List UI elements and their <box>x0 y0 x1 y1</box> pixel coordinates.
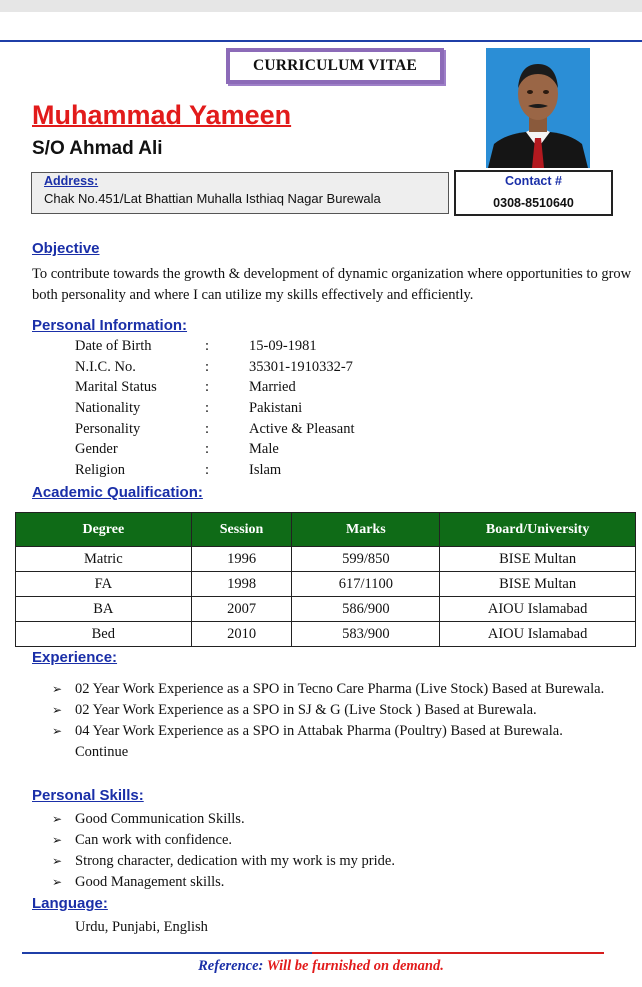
language-text: Urdu, Punjabi, English <box>75 919 208 935</box>
footer-divider-blue <box>22 952 312 954</box>
address-label: Address: <box>44 174 99 188</box>
experience-text: 02 Year Work Experience as a SPO in SJ & G (Live Stock ) Based at Burewala. <box>75 702 537 718</box>
info-value: Active & Pleasant <box>249 421 355 437</box>
info-colon: : <box>205 379 210 395</box>
list-item <box>52 721 612 763</box>
info-value: Islam <box>249 462 282 478</box>
top-divider <box>0 40 642 42</box>
contact-phone: 0308-8510640 <box>493 196 574 210</box>
address-text: Chak No.451/Lat Bhattian Muhalla Isthiaq Nagar Burewala <box>44 191 381 206</box>
experience-list <box>52 679 612 763</box>
cv-title: CURRICULUM VITAE <box>226 48 444 84</box>
info-colon: : <box>205 421 210 437</box>
info-label: Marital Status <box>75 379 157 395</box>
table-cell: 583/900 <box>292 622 440 647</box>
column-header: Marks <box>292 513 440 547</box>
personal-info-heading: Personal Information: <box>32 317 188 334</box>
parent-name: S/O Ahmad Ali <box>32 138 163 159</box>
table-cell: 1998 <box>191 572 292 597</box>
reference-line <box>0 958 642 975</box>
page-top-bar <box>0 0 642 12</box>
list-item <box>52 700 612 721</box>
academic-table <box>15 512 636 647</box>
academic-heading: Academic Qualification: <box>32 484 203 501</box>
skill-text: Can work with confidence. <box>75 832 233 848</box>
experience-text: 02 Year Work Experience as a SPO in Tecno Care Pharma (Live Stock) Based at Burewala. <box>75 681 605 697</box>
skill-text: Good Management skills. <box>75 874 225 890</box>
list-item <box>52 872 612 893</box>
info-label: Religion <box>75 462 125 478</box>
info-colon: : <box>205 359 210 375</box>
list-item <box>52 851 612 872</box>
experience-heading: Experience: <box>32 649 118 666</box>
arrow-bullet-icon: ➢ <box>52 875 63 889</box>
table-row <box>16 572 636 597</box>
table-cell: 586/900 <box>292 597 440 622</box>
objective-text: To contribute towards the growth & development of dynamic organization where opportunities to grow both personality and where I can utilize my skills effectively and efficiently. <box>32 266 632 303</box>
info-colon: : <box>205 338 210 354</box>
table-cell: AIOU Islamabad <box>440 597 636 622</box>
table-row <box>16 622 636 647</box>
table-cell: Bed <box>16 622 192 647</box>
table-cell: BISE Multan <box>440 572 636 597</box>
table-cell: BA <box>16 597 192 622</box>
list-item <box>52 679 612 700</box>
info-value: Male <box>249 441 279 457</box>
contact-label: Contact # <box>505 174 562 188</box>
column-header: Board/University <box>440 513 636 547</box>
skills-heading: Personal Skills: <box>32 787 144 804</box>
contact-box <box>454 170 613 216</box>
arrow-bullet-icon: ➢ <box>52 724 63 738</box>
list-item <box>52 830 612 851</box>
arrow-bullet-icon: ➢ <box>52 854 63 868</box>
arrow-bullet-icon: ➢ <box>52 703 63 717</box>
reference-text: Will be furnished on demand. <box>266 958 444 974</box>
table-cell: 1996 <box>191 547 292 572</box>
column-header: Session <box>191 513 292 547</box>
experience-text: 04 Year Work Experience as a SPO in Attabak Pharma (Poultry) Based at Burewala. Continue <box>75 723 563 760</box>
table-cell: AIOU Islamabad <box>440 622 636 647</box>
info-colon: : <box>205 441 210 457</box>
table-cell: 2010 <box>191 622 292 647</box>
info-colon: : <box>205 400 210 416</box>
table-cell: Matric <box>16 547 192 572</box>
info-label: Personality <box>75 421 141 437</box>
skill-text: Good Communication Skills. <box>75 811 245 827</box>
profile-photo-icon <box>486 48 590 168</box>
arrow-bullet-icon: ➢ <box>52 833 63 847</box>
table-cell: 617/1100 <box>292 572 440 597</box>
info-label: Date of Birth <box>75 338 152 354</box>
table-cell: FA <box>16 572 192 597</box>
candidate-name: Muhammad Yameen <box>32 100 292 130</box>
table-row <box>16 547 636 572</box>
info-label: Gender <box>75 441 118 457</box>
table-cell: 599/850 <box>292 547 440 572</box>
table-row <box>16 597 636 622</box>
info-value: Married <box>249 379 296 395</box>
address-box <box>31 172 449 214</box>
arrow-bullet-icon: ➢ <box>52 682 63 696</box>
list-item <box>52 809 612 830</box>
table-cell: BISE Multan <box>440 547 636 572</box>
skills-list <box>52 809 612 893</box>
footer-divider-red <box>312 952 604 954</box>
table-cell: 2007 <box>191 597 292 622</box>
objective-heading: Objective <box>32 240 100 257</box>
info-label: N.I.C. No. <box>75 359 136 375</box>
profile-photo <box>486 48 590 168</box>
column-header: Degree <box>16 513 192 547</box>
info-value: 15-09-1981 <box>249 338 317 354</box>
info-colon: : <box>205 462 210 478</box>
language-heading: Language: <box>32 895 108 912</box>
arrow-bullet-icon: ➢ <box>52 812 63 826</box>
table-header-row <box>16 513 636 547</box>
reference-label: Reference: <box>198 958 264 974</box>
skill-text: Strong character, dedication with my work is my pride. <box>75 853 395 869</box>
info-label: Nationality <box>75 400 141 416</box>
info-value: Pakistani <box>249 400 303 416</box>
info-value: 35301-1910332-7 <box>249 359 353 375</box>
